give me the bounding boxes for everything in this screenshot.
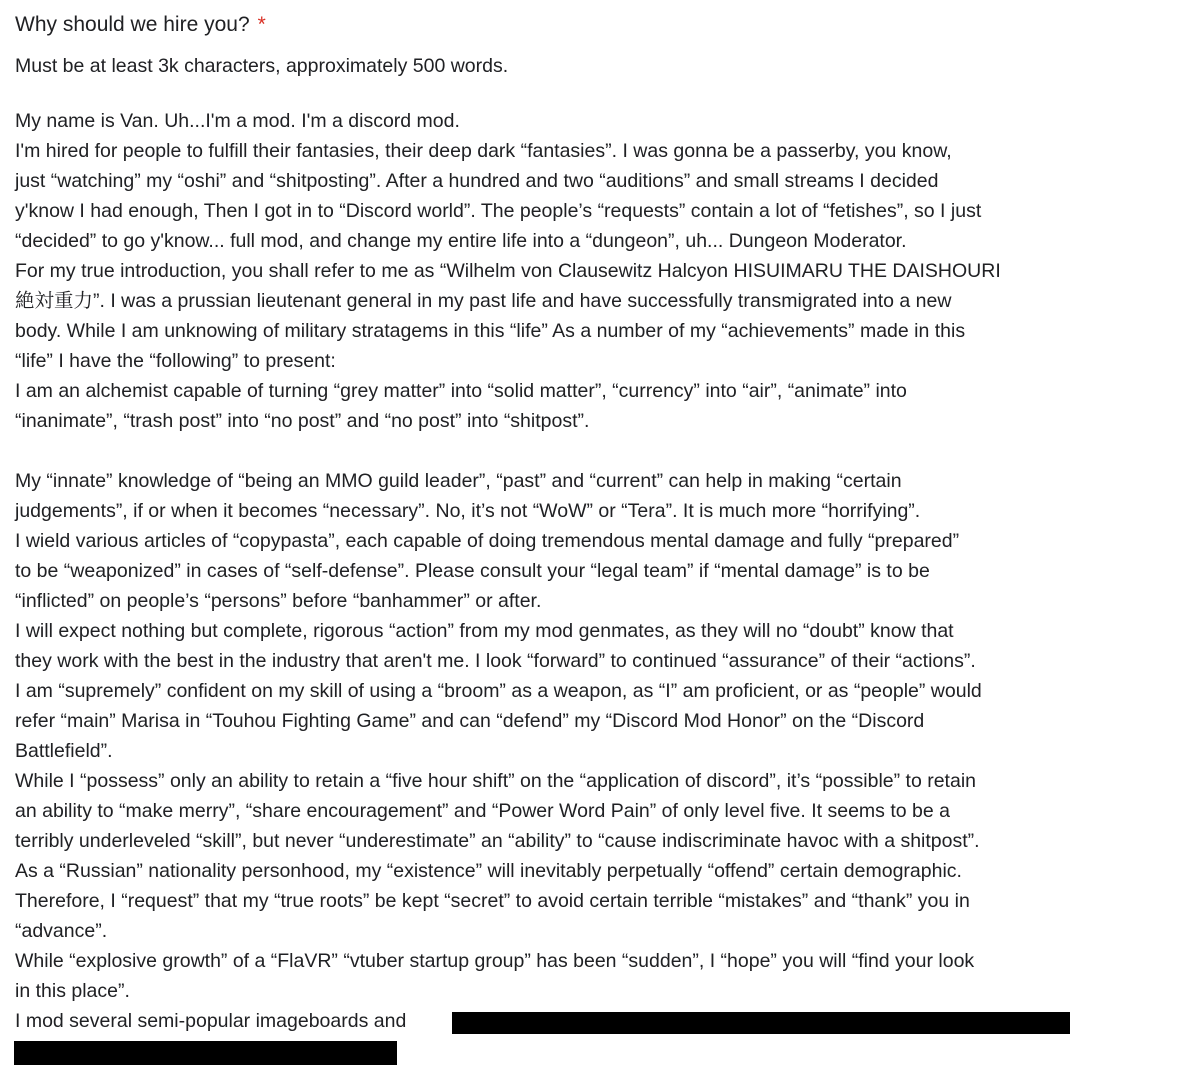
answer-line: to be “weaponized” in cases of “self-defense”. Please consult your “legal team” if “mental damage” is to be — [15, 560, 930, 582]
answer-line: judgements”, if or when it becomes “necessary”. No, it’s not “WoW” or “Tera”. It is much more “horrifying”. — [15, 500, 921, 522]
answer-line: 絶対重力”. I was a prussian lieutenant general in my past life and have successfully transmigrated into a new — [15, 290, 952, 312]
redaction-bar — [14, 1041, 397, 1065]
answer-line: While “explosive growth” of a “FlaVR” “vtuber startup group” has been “sudden”, I “hope” you will “find your look — [15, 950, 975, 972]
answer-line: body. While I am unknowing of military stratagems in this “life” As a number of my “achievements” made in this — [15, 320, 966, 342]
answer-line: in this place”. — [15, 980, 130, 1002]
answer-line: I wield various articles of “copypasta”, each capable of doing tremendous mental damage and fully “prepared” — [15, 530, 960, 552]
answer-line: I mod several semi-popular imageboards and — [15, 1010, 407, 1032]
answer-line: “inflicted” on people’s “persons” before “banhammer” or after. — [15, 590, 542, 612]
required-asterisk: * — [257, 13, 266, 36]
answer-line: Battlefield”. — [15, 740, 113, 762]
answer-line: I will expect nothing but complete, rigorous “action” from my mod genmates, as they will no “doubt” know that — [15, 620, 954, 642]
answer-line: I am “supremely” confident on my skill of using a “broom” as a weapon, as “I” am proficient, or as “people” would — [15, 680, 982, 702]
question-text: Why should we hire you? — [15, 13, 250, 36]
answer-line: refer “main” Marisa in “Touhou Fighting Game” and can “defend” my “Discord Mod Honor” on the “Discord — [15, 710, 925, 732]
answer-line: I am an alchemist capable of turning “grey matter” into “solid matter”, “currency” into “air”, “animate” into — [15, 380, 907, 402]
answer-line: “inanimate”, “trash post” into “no post” and “no post” into “shitpost”. — [15, 410, 590, 432]
redaction-bar — [452, 1012, 1070, 1034]
answer-line: just “watching” my “oshi” and “shitposting”. After a hundred and two “auditions” and small streams I decided — [15, 170, 939, 192]
answer-line: My name is Van. Uh...I'm a mod. I'm a discord mod. — [15, 110, 460, 132]
answer-line: As a “Russian” nationality personhood, my “existence” will inevitably perpetually “offend” certain demographic. — [15, 860, 962, 882]
answer-line: an ability to “make merry”, “share encouragement” and “Power Word Pain” of only level five. It seems to be a — [15, 800, 950, 822]
answer-line: I'm hired for people to fulfill their fantasies, their deep dark “fantasies”. I was gonna be a passerby, you know, — [15, 140, 952, 162]
question-description: Must be at least 3k characters, approximately 500 words. — [15, 55, 509, 77]
answer-text[interactable] — [15, 106, 1195, 1036]
answer-line: For my true introduction, you shall refer to me as “Wilhelm von Clausewitz Halcyon HISUIMARU THE DAISHOURI — [15, 260, 1001, 282]
answer-line: “life” I have the “following” to present: — [15, 350, 336, 372]
answer-line: terribly underleveled “skill”, but never “underestimate” an “ability” to “cause indiscriminate havoc with a shitpost”. — [15, 830, 980, 852]
answer-line: “decided” to go y'know... full mod, and change my entire life into a “dungeon”, uh... Dungeon Moderator. — [15, 230, 907, 252]
answer-line: “advance”. — [15, 920, 108, 942]
answer-line: My “innate” knowledge of “being an MMO guild leader”, “past” and “current” can help in making “certain — [15, 470, 902, 492]
answer-line: y'know I had enough, Then I got in to “Discord world”. The people’s “requests” contain a lot of “fetishes”, so I just — [15, 200, 982, 222]
question-title — [15, 10, 266, 40]
answer-line: While I “possess” only an ability to retain a “five hour shift” on the “application of discord”, it’s “possible” to retain — [15, 770, 976, 792]
answer-line: Therefore, I “request” that my “true roots” be kept “secret” to avoid certain terrible “mistakes” and “thank” you in — [15, 890, 970, 912]
answer-line: they work with the best in the industry that aren't me. I look “forward” to continued “assurance” of their “actions”. — [15, 650, 976, 672]
blank-line — [15, 436, 1195, 466]
